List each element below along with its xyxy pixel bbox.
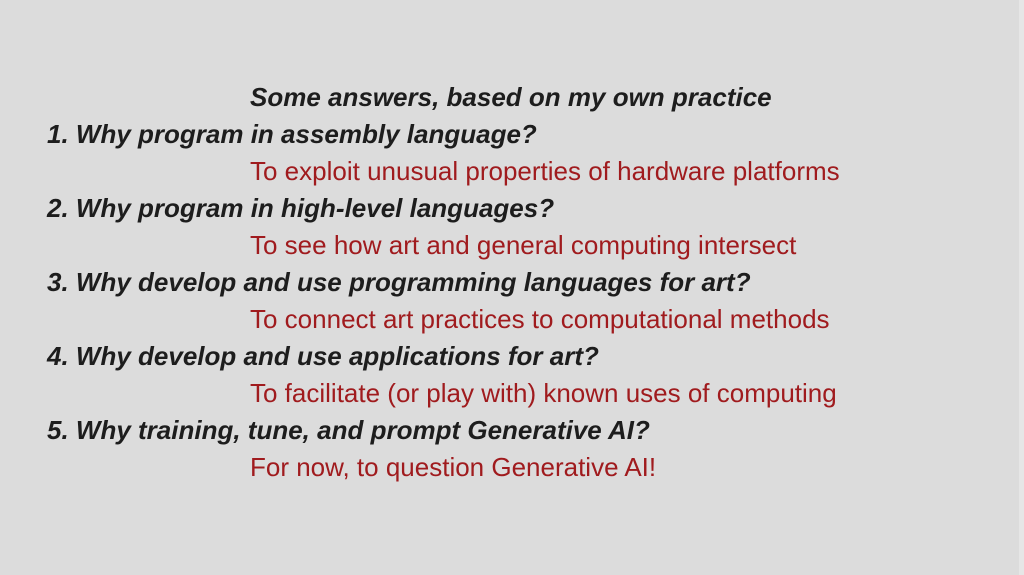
question-number: 3. [47,267,69,297]
answer-line-5: For now, to question Generative AI! [250,452,657,482]
question-line-4 [0,338,1024,375]
question-line-2 [0,190,1024,227]
question-text: Why program in high-level languages? [75,193,555,223]
question-number: 5. [47,415,69,445]
question-text: Why develop and use applications for art? [75,341,599,371]
slide-right-edge [1019,0,1024,575]
question-number: 4. [47,341,69,371]
question-line-1 [0,116,1024,153]
question-text: Why develop and use programming languages for art? [75,267,751,297]
answer-line-4: To facilitate (or play with) known uses of computing [250,378,837,408]
answer-line-3: To connect art practices to computational methods [250,304,830,334]
question-line-5 [0,412,1024,449]
answer-line-1: To exploit unusual properties of hardware platforms [250,156,840,186]
answer-line-2: To see how art and general computing intersect [250,230,797,260]
slide-title: Some answers, based on my own practice [250,82,772,112]
question-number: 2. [47,193,69,223]
question-text: Why program in assembly language? [75,119,537,149]
question-number: 1. [47,119,69,149]
question-text: Why training, tune, and prompt Generative AI? [75,415,650,445]
question-line-3 [0,264,1024,301]
qa-list [0,79,1024,486]
